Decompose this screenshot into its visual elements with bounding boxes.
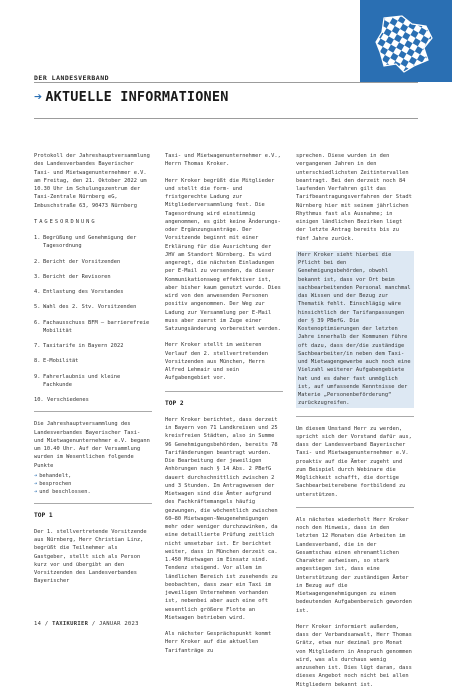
magazine-name: TAXIKURIER bbox=[52, 621, 89, 627]
agenda-text: Fahrerlaubnis und kleine Fachkunde bbox=[43, 373, 121, 388]
paragraph: sprechen. Diese wurden in den vergangenen Jahren in den unterschiedlichsten Zeitintervallen beantragt. Bei den derzeit noch 84 laufenden Verfahren gilt das Tarifbeantragungsverfahren der Stadt Nürnberg hier mit seinem jährlichen Rhythmus fast als Ausnahme; in einigen ländlichen Bezirken liegt der letzte Antrag bereits bis zu fünf Jahre zurück. bbox=[296, 153, 412, 242]
arrow-right-icon: ➔ bbox=[34, 472, 38, 479]
arrow-right-icon: ➔ bbox=[34, 481, 38, 487]
headline-text: AKTUELLE INFORMATIONEN bbox=[45, 89, 229, 105]
column-1 bbox=[34, 152, 152, 594]
agenda-item bbox=[34, 288, 152, 296]
agenda-number: 6. bbox=[34, 319, 41, 326]
page-number: 14 bbox=[34, 621, 42, 627]
agenda-number: 8. bbox=[34, 358, 41, 365]
agenda-item bbox=[34, 234, 152, 251]
paragraph: Um diesem Umstand Herr zu werden, spricht sich der Vorstand dafür aus, dass der Landesverband Bayerischer Taxi- und Mietwagenunternehmer e.V. proaktiv auf die Ämter zugeht und zum Beispiel durch Webinare die Möglichkeit schafft, die dortige Sachbearbeiterebene fortbildend zu unterstützen. bbox=[296, 425, 412, 498]
agenda-item bbox=[34, 342, 152, 350]
agenda-text: Verschiedenes bbox=[47, 397, 89, 403]
column-divider bbox=[296, 416, 414, 417]
lozenge-crest-icon bbox=[374, 14, 436, 74]
agenda-item bbox=[34, 273, 152, 281]
agenda-title: TAGESORDNUNG bbox=[34, 218, 97, 225]
agenda-text: E-Mobilität bbox=[43, 358, 79, 365]
agenda-item bbox=[34, 357, 152, 365]
agenda-text: Wahl des 2. Stv. Vorsitzenden bbox=[43, 304, 137, 311]
agenda-text: Bericht der Vorsitzenden bbox=[43, 258, 121, 265]
agenda-text: Fachausschuss BFM – barrierefreie Mobilität bbox=[43, 319, 150, 334]
agenda-item bbox=[34, 258, 152, 266]
agenda-number: 7. bbox=[34, 343, 41, 349]
agenda-number: 3. bbox=[34, 273, 41, 280]
intro-paragraph: Protokoll der Jahreshauptversammlung des Landesverbandes Bayerischer Taxi- und Mietwagenunternehmer e.V. am Freitag, den 21. Oktober 2022 um 10.30 Uhr im Schulungszentrum der Taxi-Zentrale Nürnberg eG, Imbuschstraße 63, 90473 Nürnberg bbox=[34, 153, 150, 209]
agenda-text: Entlastung des Vorstandes bbox=[43, 289, 124, 295]
agenda-text: Bericht der Revisoren bbox=[43, 273, 111, 280]
paragraph: Herr Kroker stellt im weiteren Verlauf den 2. stellvertretenden Vorsitzenden aus München, Herrn Alfred Lehmair und sein Aufgabengebiet vor. bbox=[165, 342, 268, 382]
paragraph: Herr Kroker berichtet, dass derzeit in Bayern von 71 Landkreisen und 25 kreisfreien Städten, also in Summe 96 Genehmigungsbehörden, bereits 78 Tarifänderungen beantragt wurden. Die Bearbeitung der jeweiligen Anhörungen nach § 14 Abs. 2 PBefG dauert durchschnittlich zwischen 2 und 3 Stunden. Im Antragswesen der Mietwagen sind die Ämter aufgrund des Fachkräftemangels häufig gezwungen, die wöchentlich zwischen 60–80 Mietwagen-Neugenehmigungen mehr oder weniger durchzuwinken, da eine detaillierte Prüfung zeitlich nicht umsetzbar ist. Er berichtet weiter, dass in München derzeit ca. 1.450 Mietwagen im Einsatz sind. Tendenz steigend. Vor allem im ländlichen Bereich ist zusehends zu beobachten, dass zwar ein Taxi im jeweiligen Unternehmen vorhanden ist, nebenbei aber auch eine oft wesentlich größere Flotte an Mietwagen betrieben wird. bbox=[165, 416, 278, 621]
agenda-text: Begrüßung und Genehmigung der Tagesordnung bbox=[43, 235, 137, 250]
agenda-item bbox=[34, 319, 152, 336]
agenda-text: Taxitarife in Bayern 2022 bbox=[43, 343, 124, 349]
arrow-right-icon: ➔ bbox=[34, 489, 38, 496]
column-2 bbox=[165, 152, 283, 663]
agenda-number: 1. bbox=[34, 235, 41, 241]
top1-heading: TOP 1 bbox=[34, 511, 53, 519]
page-headline bbox=[34, 89, 229, 105]
issue-date: JANUAR 2023 bbox=[99, 621, 139, 627]
arrow-bullet-list bbox=[34, 472, 152, 497]
brand-box bbox=[360, 0, 452, 82]
summary-paragraph: Die Jahreshauptversammlung des Landesverbandes Bayerischer Taxi- und Mietwagenunternehmer e.V. begann um 10.40 Uhr. Auf der Versammlung wurden im Wesentlichen folgende Punkte bbox=[34, 421, 150, 469]
agenda-item bbox=[34, 303, 152, 311]
paragraph: Taxi- und Mietwagenunternehmer e.V., Herrn Thomas Kroker. bbox=[165, 153, 281, 168]
highlighted-paragraph: Herr Kroker sieht hierbei die Pflicht bei den Genehmigungsbehörden, obwohl bekannt ist, dass vor Ort beim sachbearbeitenden Personal manchmal das Wissen und der Bezug zur Thematik fehlt. Einschlägig wäre hinsichtlich der Tarifanpassungen der § 39 PBefG. Die Kostenoptimierungen der letzten Jahre innerhalb der Kommunen führe oft dazu, dass der/die zuständige Sachbearbeiter/in neben dem Taxi- und Mietwagengewerbe auch noch eine Vielzahl weiterer Aufgabengebiete hat und es daher fast unmöglich ist, auf umfassende Kenntnisse der Materie „Personenbeförderung“ zurückzugreifen. bbox=[296, 251, 414, 408]
agenda-number: 4. bbox=[34, 289, 41, 295]
agenda-list bbox=[34, 234, 152, 404]
paragraph: Als nächster Gesprächspunkt kommt Herr Kroker auf die aktuellen Tarifanträge zu bbox=[165, 631, 272, 654]
top1-paragraph: Der 1. stellvertretende Vorsitzende aus Nürnberg, Herr Christian Linz, begrüßt die Teilnehmer als Gastgeber, stellt sich als Person kurz vor und übergibt an den Vorsitzenden des Landesverbandes Bayerischer bbox=[34, 528, 147, 585]
headline-divider bbox=[34, 118, 418, 119]
page-footer: 14 / TAXIKURIER / JANUAR 2023 bbox=[34, 621, 139, 627]
agenda-number: 9. bbox=[34, 373, 41, 380]
paragraph: Herr Kroker begrüßt die Mitglieder und stellt die form- und fristgerechte Ladung zur Mitgliederversammlung fest. Die Tagesordnung wird einstimmig angenommen, es gibt keine Änderungs- oder Ergänzungsanträge. Der Vorsitzende beginnt mit einer Erklärung für die Ausrichtung der JHV am Standort Nürnberg. Es wird angeregt, die nächsten Einladungen per E-Mail zu versenden, da dieser Kommunikationsweg effektiver ist, aber bisher kaum genutzt wurde. Dies wird von den anwesenden Personen positiv angenommen. Der Weg zur Ladung zur Versammlung per E-Mail muss aber zuerst im Zuge einer Satzungsänderung vorbereitet werden. bbox=[165, 177, 281, 332]
column-divider bbox=[165, 391, 283, 392]
list-item: ➔ besprochen bbox=[34, 481, 72, 487]
column-3 bbox=[296, 152, 414, 697]
agenda-item bbox=[34, 373, 152, 390]
top-divider bbox=[34, 82, 418, 83]
list-item: ➔ behandelt, bbox=[34, 472, 72, 479]
arrow-right-icon: ➔ bbox=[34, 89, 43, 105]
column-divider bbox=[34, 411, 152, 412]
paragraph: Herr Kroker informiert außerdem, dass der Verbandsanwalt, Herr Thomas Grätz, etwa nur dezimal pro Monat von Mitgliedern in Anspruch genommen wird, was als durchaus wenig anzusehen ist. Dies lügt daran, dass dieses Angebot noch nicht bei allen Mitgliedern bekannt ist. bbox=[296, 623, 412, 688]
agenda-number: 2. bbox=[34, 258, 41, 265]
agenda-item bbox=[34, 396, 152, 404]
agenda-number: 10. bbox=[34, 397, 44, 403]
agenda-number: 5. bbox=[34, 304, 41, 311]
section-label: DER LANDESVERBAND bbox=[34, 74, 110, 82]
column-divider bbox=[34, 503, 152, 504]
top2-heading: TOP 2 bbox=[165, 399, 184, 407]
paragraph: Als nächstes wiederholt Herr Kroker noch den Hinweis, dass in den letzten 12 Monaten die Arbeiten im Landesverband, die in der Gesamtschau einen ehrenamtlichen Charakter aufweisen, so stark angestiegen ist, dass eine Unterstützung der zuständigen Ämter in Bezug auf die Mietwagengenehmigungen zu einem bedeutenden Aufgabenbereich geworden ist. bbox=[296, 516, 412, 614]
list-item: ➔ und beschlossen. bbox=[34, 489, 91, 496]
column-divider bbox=[296, 507, 414, 508]
